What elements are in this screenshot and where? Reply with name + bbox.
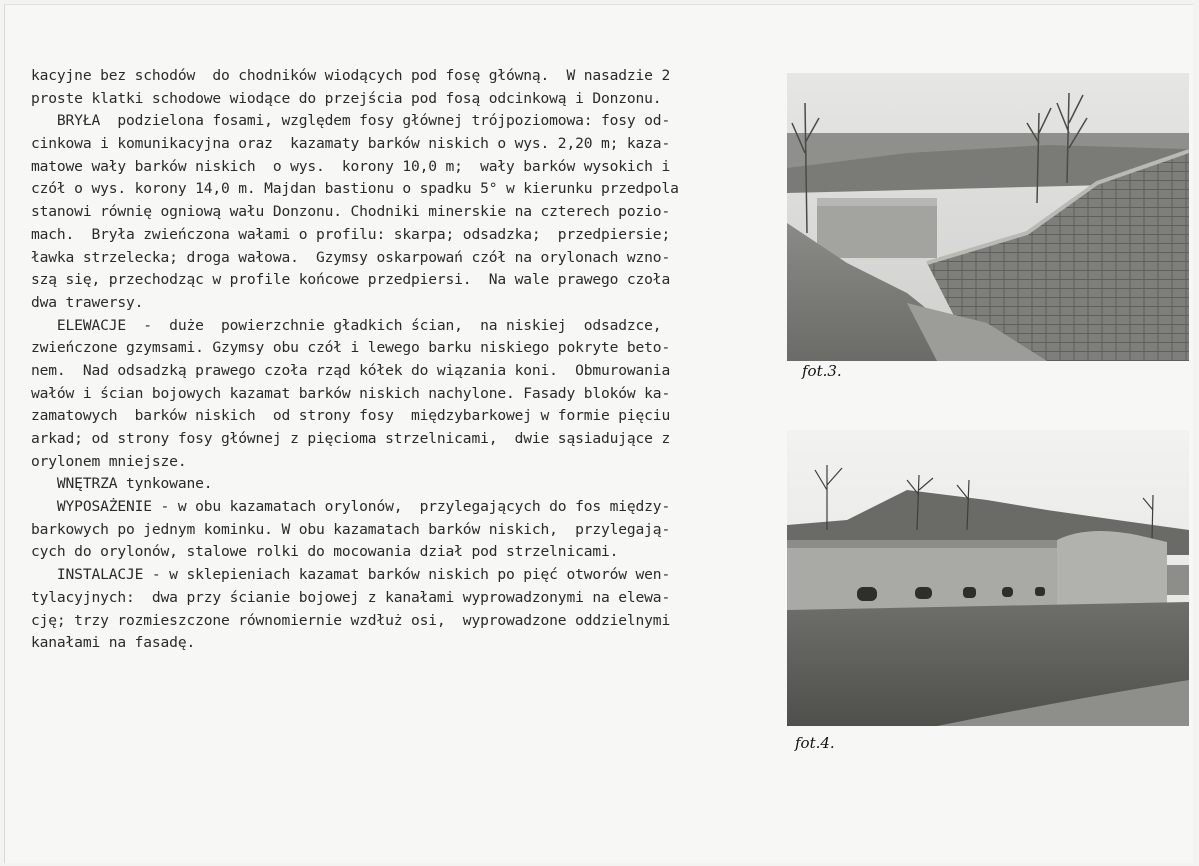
photo3-image: [787, 73, 1189, 361]
photo4-image: [787, 430, 1189, 726]
text-line: dwa trawersy.: [31, 293, 144, 311]
text-line: cję; trzy rozmieszczone równomiernie wzdłuż osi, wyprowadzone oddzielnymi: [31, 611, 671, 629]
text-line: WYPOSAŻENIE - w obu kazamatach orylonów, przylegających do fos między-: [31, 498, 671, 516]
text-line: barkowych po jednym kominku. W obu kazamatach barków niskich, przylegają-: [31, 520, 671, 538]
text-line: WNĘTRZA tynkowane.: [31, 475, 213, 493]
photo-casemate-wall: [787, 430, 1189, 726]
photo3-caption: fot.3.: [802, 362, 842, 380]
text-line: kacyjne bez schodów do chodników wiodących pod fosę główną. W nasadzie 2: [31, 67, 671, 84]
text-line: matowe wały barków niskich o wys. korony 10,0 m; wały barków wysokich i: [31, 157, 671, 175]
text-line: proste klatki schodowe wiodące do przejścia pod fosą odcinkową i Donzonu.: [31, 89, 662, 107]
text-line: BRYŁA podzielona fosami, względem fosy głównej trójpoziomowa: fosy od-: [31, 112, 671, 130]
text-line: mach. Bryła zwieńczona wałami o profilu: skarpa; odsadzka; przedpiersie;: [31, 225, 671, 243]
text-line: ELEWACJE - duże powierzchnie gładkich ścian, na niskiej odsadzce,: [31, 316, 662, 334]
body-text: [31, 65, 781, 655]
text-line: ławka strzelecka; droga wałowa. Gzymsy oskarpowań czół na orylonach wzno-: [31, 248, 671, 266]
text-line: szą się, przechodząc w profile końcowe przedpiersi. Na wale prawego czoła: [31, 271, 671, 289]
text-line: tylacyjnych: dwa przy ścianie bojowej z kanałami wyprowadzonymi na elewa-: [31, 588, 671, 606]
text-line: zwieńczone gzymsami. Gzymsy obu czół i lewego barku niskiego pokryte beto-: [31, 339, 671, 357]
text-line: nem. Nad odsadzką prawego czoła rząd kółek do wiązania koni. Obmurowania: [31, 361, 671, 379]
text-line: orylonem mniejsze.: [31, 452, 187, 470]
text-line: cinkowa i komunikacyjna oraz kazamaty barków niskich o wys. 2,20 m; kaza-: [31, 135, 671, 153]
document-page: [4, 4, 1193, 863]
text-line: kanałami na fasadę.: [31, 634, 196, 652]
photo4-caption: fot.4.: [795, 734, 835, 752]
text-line: zamatowych barków niskich od strony fosy międzybarkowej w formie pięciu: [31, 407, 671, 425]
text-line: stanowi równię ogniową wału Donzonu. Chodniki minerskie na czterech pozio-: [31, 203, 671, 221]
text-line: czół o wys. korony 14,0 m. Majdan bastionu o spadku 5° w kierunku przedpola: [31, 180, 679, 198]
text-line: INSTALACJE - w sklepieniach kazamat barków niskich po pięć otworów wen-: [31, 566, 671, 584]
text-line: cych do orylonów, stalowe rolki do mocowania dział pod strzelnicami.: [31, 543, 619, 561]
text-line: wałów i ścian bojowych kazamat barków niskich nachylone. Fasady bloków ka-: [31, 384, 671, 402]
text-line: arkad; od strony fosy głównej z pięcioma strzelnicami, dwie sąsiadujące z: [31, 430, 671, 447]
photo-moat-ruins: [787, 73, 1189, 361]
